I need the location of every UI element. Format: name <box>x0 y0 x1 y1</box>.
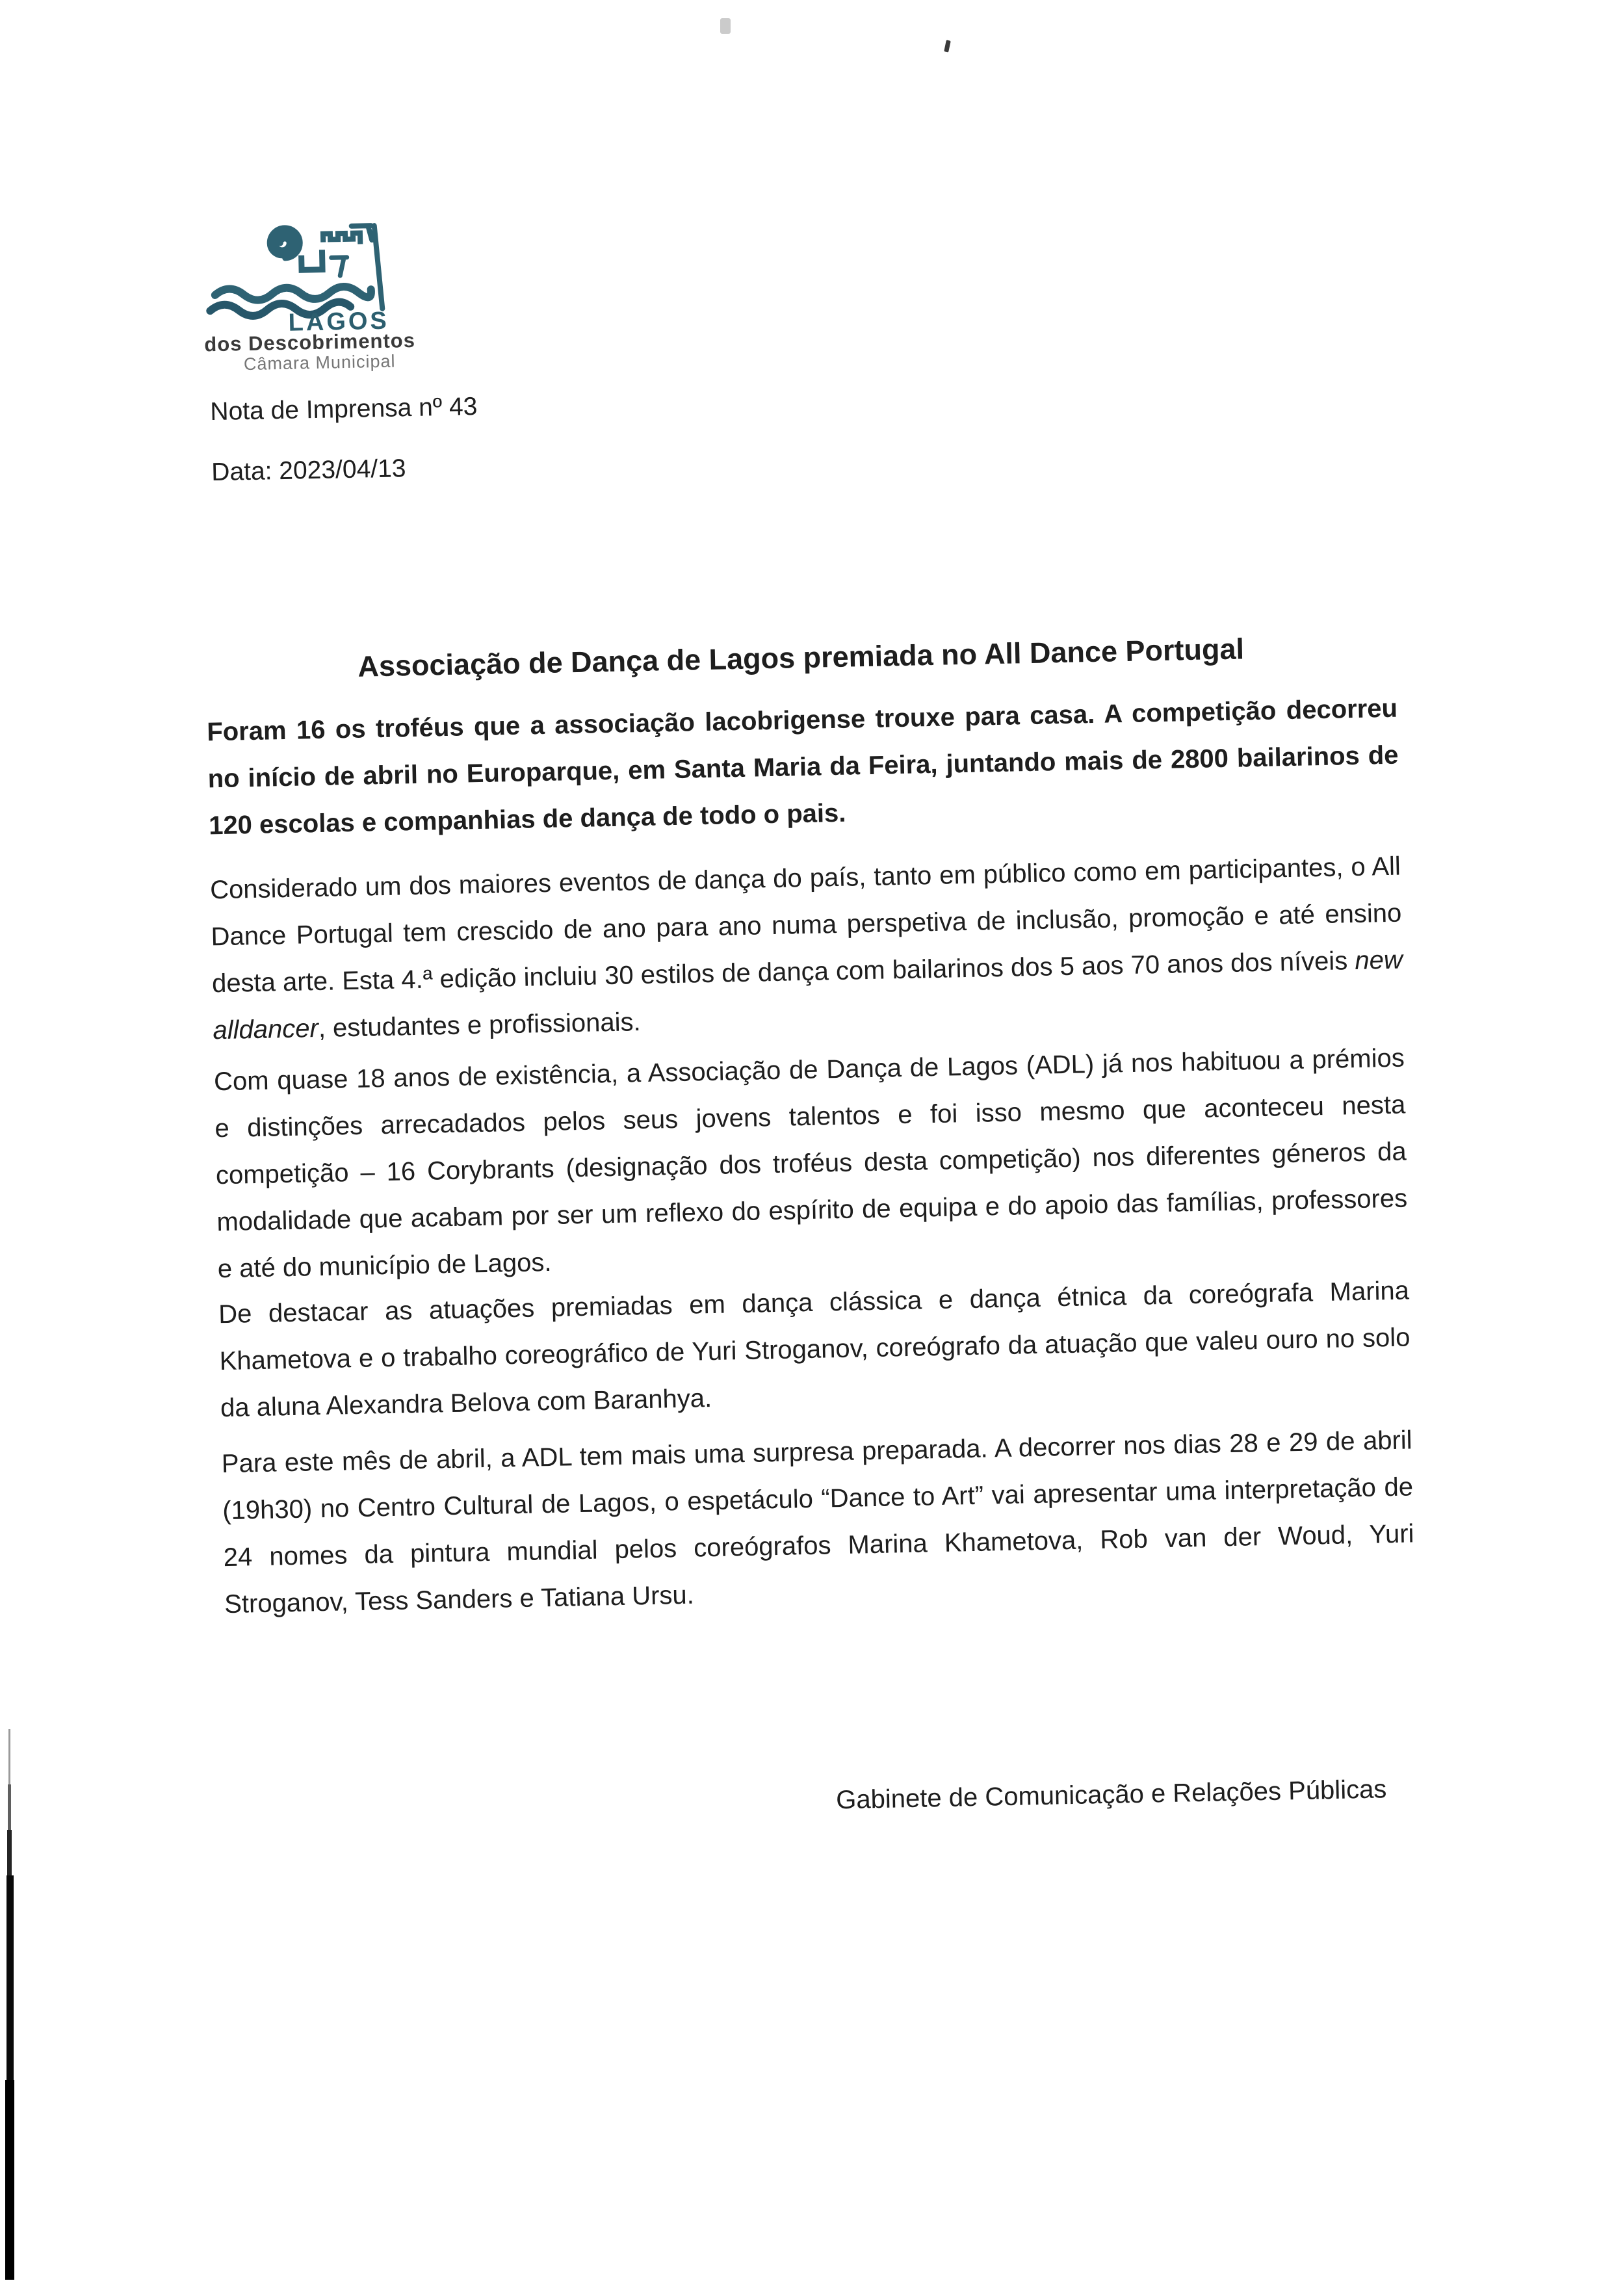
body-paragraph-4: Para este mês de abril, a ADL tem mais uma surpresa preparada. A decorrer nos dias 28 e 29 de abril (19h30) no Centro Cultural de Lagos, o espetáculo “Dance to Art” vai apresentar uma interpretação de 24 nomes da pintura mundial pelos coreógrafos Marina Khametova, Rob van der Woud, Yuri Stroganov, Tess Sanders e Tatiana Ursu. <box>221 1426 1414 1619</box>
lead-paragraph: Foram 16 os troféus que a associação lacobrigense trouxe para casa. A competição decorreu no início de abril no Europarque, em Santa Maria da Feira, juntando mais de 2800 bailarinos de 120 escolas e companhias de dança de todo o pais. <box>206 694 1399 841</box>
scan-edge-line-artifact <box>5 2080 14 2280</box>
paragraph-1-italic-term: new alldancer <box>213 945 1403 1045</box>
press-note-number: Nota de Imprensa nº 43 <box>209 392 478 426</box>
castle-wall-icon <box>302 253 323 270</box>
paragraph-1-text: Considerado um dos maiores eventos de dança do país, tanto em público como em participantes, o All Dance Portugal tem crescido de ano para ano numa perspetiva de inclusão, promoção e até ensino desta arte. Esta 4.ª edição incluiu 30 estilos de dança com bailarinos dos 5 aos 70 anos dos níveis <box>209 852 1402 998</box>
footer-signature <box>228 1774 1420 1827</box>
press-note-date: Data: 2023/04/13 <box>211 454 406 487</box>
pennant-icon <box>332 257 348 276</box>
body-paragraph-3: De destacar as atuações premiadas em dança clássica e dança étnica da coreógrafa Marina Khametova e o trabalho coreográfico de Yuri Stroganov, coreógrafo da atuação que valeu ouro no solo da aluna Alexandra Belova com Baranhya. <box>218 1276 1410 1423</box>
battlement-icon <box>323 233 360 244</box>
logo-brand-text: LAGOS <box>288 307 390 337</box>
scan-edge-line-artifact <box>6 1875 14 2080</box>
footer-signature-text: Gabinete de Comunicação e Relações Públicas <box>835 1775 1387 1815</box>
scan-edge-line-artifact <box>7 1830 12 1875</box>
page-title: Associação de Dança de Lagos premiada no All Dance Portugal <box>357 632 1245 683</box>
scan-edge-line-artifact <box>8 1784 11 1830</box>
scan-smudge-artifact <box>720 18 731 34</box>
body-paragraph-1 <box>209 843 1403 1054</box>
paragraph-1-text-end: , estudantes e profissionais. <box>318 1008 641 1043</box>
scan-edge-line-artifact <box>8 1729 10 1784</box>
logo-tagline-text: dos Descobrimentos <box>203 328 416 356</box>
spiral-icon <box>270 228 300 258</box>
wave-top-icon <box>215 286 371 301</box>
body-paragraph-2: Com quase 18 anos de existência, a Associação de Dança de Lagos (ADL) já nos habituou a prémios e distinções arrecadados pelos seus jovens talentos e foi isso mesmo que aconteceu nesta competição – 16 Corybrants (designação dos troféus desta competição) nos diferentes géneros da modalidade que acabam por ser um reflexo do espírito de equipa e do apoio das famílias, professores e até do município de Lagos. <box>213 1043 1408 1284</box>
logo-org-text: Câmara Municipal <box>243 351 396 374</box>
